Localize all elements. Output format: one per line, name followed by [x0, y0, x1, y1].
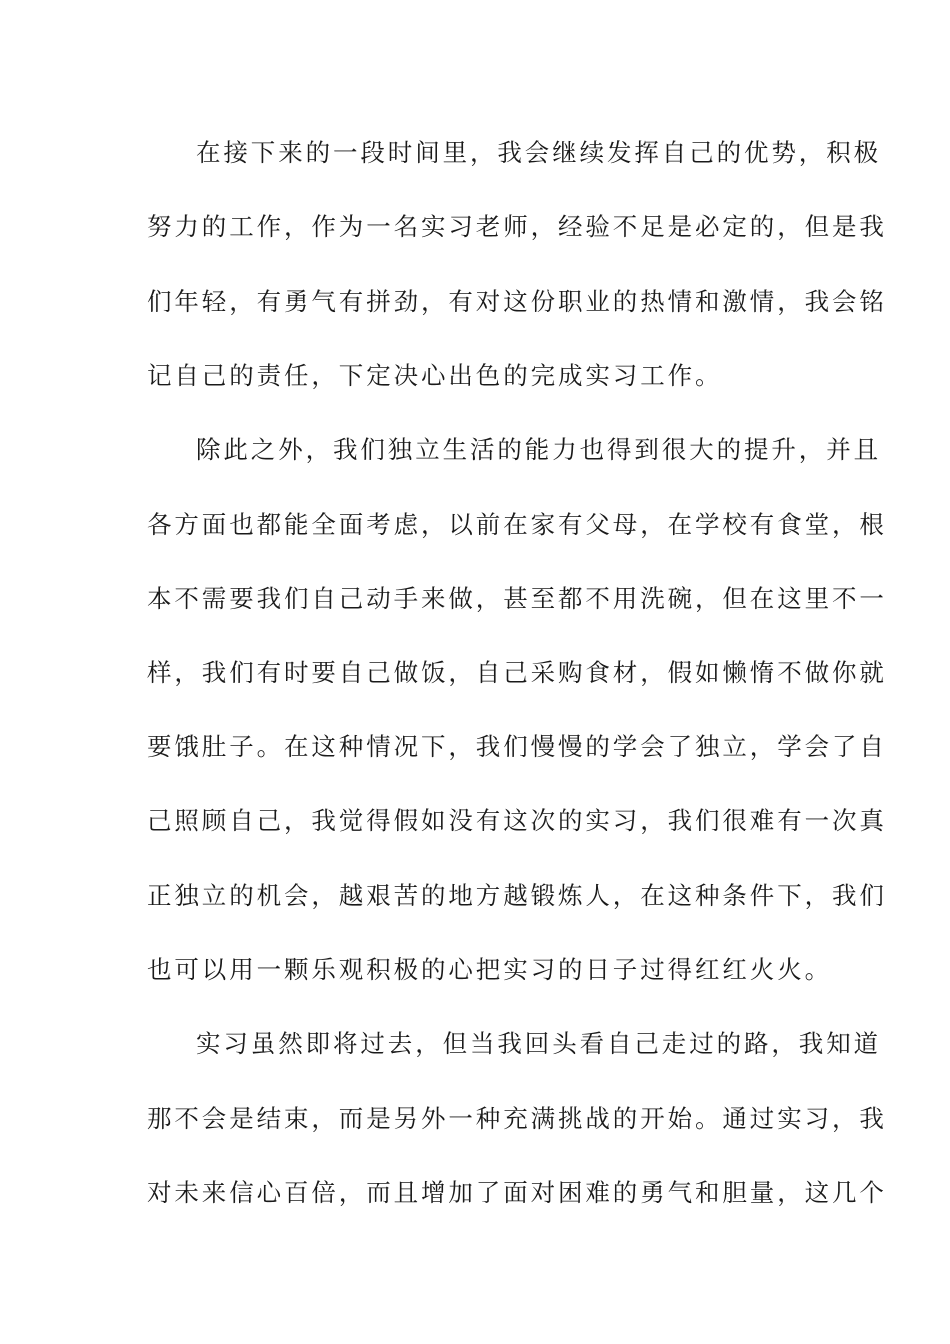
- text-line: 除此之外，我们独立生活的能力也得到很大的提升，并且: [196, 435, 881, 464]
- text-line: 记自己的责任，下定决心出色的完成实习工作。: [147, 361, 723, 390]
- text-line: 样，我们有时要自己做饭，自己采购食材，假如懒惰不做你就: [147, 658, 887, 687]
- text-line: 己照顾自己，我觉得假如没有这次的实习，我们很难有一次真: [147, 806, 887, 835]
- text-line: 对未来信心百倍，而且增加了面对困难的勇气和胆量，这几个: [147, 1178, 887, 1207]
- text-line: 努力的工作，作为一名实习老师，经验不足是必定的，但是我: [147, 212, 887, 241]
- text-line: 要饿肚子。在这种情况下，我们慢慢的学会了独立，学会了自: [147, 732, 887, 761]
- text-line: 实习虽然即将过去，但当我回头看自己走过的路，我知道: [196, 1029, 881, 1058]
- text-line: 们年轻，有勇气有拼劲，有对这份职业的热情和激情，我会铭: [147, 287, 887, 316]
- text-line: 各方面也都能全面考虑，以前在家有父母，在学校有食堂，根: [147, 510, 887, 539]
- text-line: 正独立的机会，越艰苦的地方越锻炼人，在这种条件下，我们: [147, 881, 887, 910]
- text-line: 那不会是结束，而是另外一种充满挑战的开始。通过实习，我: [147, 1104, 887, 1133]
- text-line: 在接下来的一段时间里，我会继续发挥自己的优势，积极: [196, 138, 881, 167]
- text-line: 也可以用一颗乐观积极的心把实习的日子过得红红火火。: [147, 955, 832, 984]
- text-line: 本不需要我们自己动手来做，甚至都不用洗碗，但在这里不一: [147, 584, 887, 613]
